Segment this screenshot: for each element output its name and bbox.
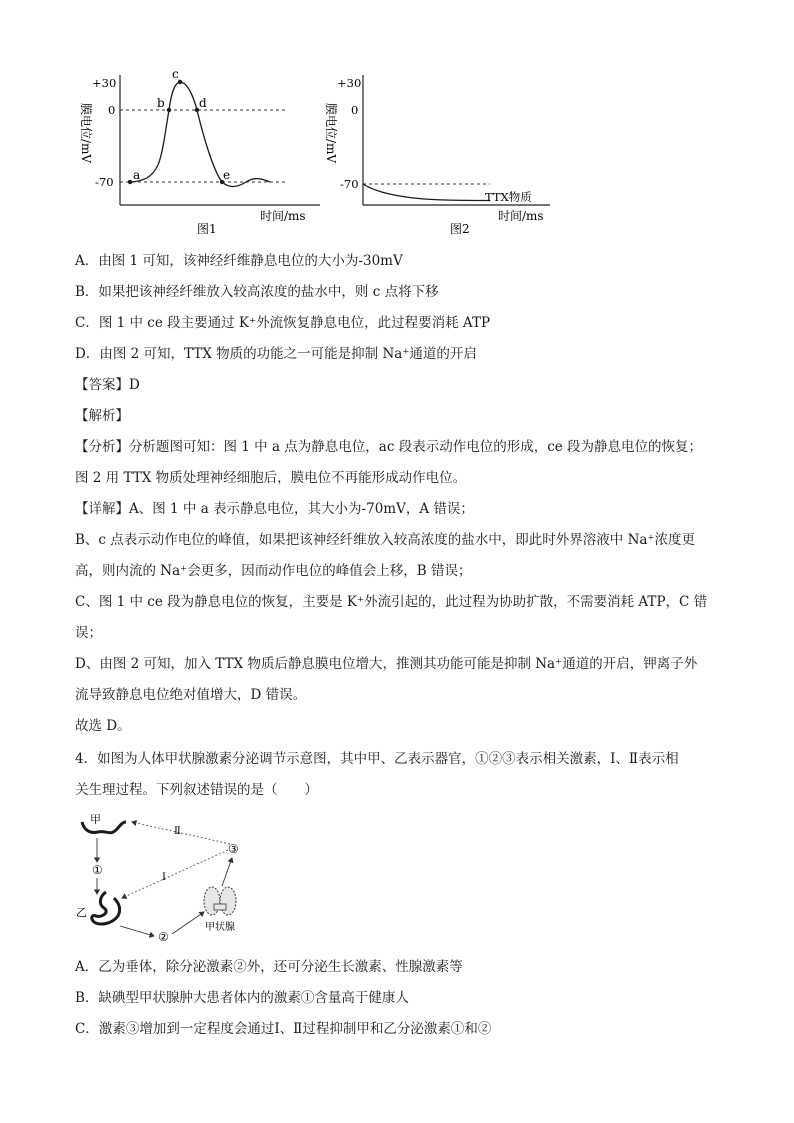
fig2-y-label: 膜电位/mV [324, 103, 338, 164]
fig1-label-d: d [199, 96, 207, 110]
hormone-1-label: ① [92, 863, 103, 877]
fenxi-tag: 【分析】 [75, 439, 129, 455]
q4-thyroid-regulation-diagram [70, 808, 260, 948]
fig1-label-c: c [172, 67, 179, 81]
process-1-label: Ⅰ [162, 872, 166, 883]
process-2-label: Ⅱ [174, 826, 181, 837]
fig2-tick-minus70: -70 [340, 177, 359, 191]
q3-option-c: C．图 1 中 ce 段主要通过 K⁺外流恢复静息电位，此过程要消耗 ATP [75, 315, 491, 331]
yi-organ-shape [92, 892, 120, 924]
arrow-thyroid-to-h3 [222, 858, 232, 886]
xiangjie-tag: 【详解】 [75, 501, 129, 517]
jia-organ-shape [82, 822, 126, 833]
q3-xiangjie-d1: D、由图 2 可知，加入 TTX 物质后静息膜电位增大，推测其功能可能是抑制 Na⁺通道的开启，钾离子外 [75, 656, 698, 672]
figure-2-ttx [315, 65, 560, 240]
fig1-point-a [128, 180, 132, 184]
fig1-caption: 图1 [197, 222, 217, 236]
q3-fenxi-line-2: 图 2 用 TTX 物质处理神经细胞后，膜电位不再能形成动作电位。 [75, 470, 467, 486]
fig2-curve-label: TTX物质 [485, 190, 532, 204]
fig1-y-label: 膜电位/mV [79, 103, 93, 164]
fig2-tick-0: 0 [351, 103, 359, 117]
answer-value: D [129, 377, 140, 393]
q3-option-b: B．如果把该神经纤维放入较高浓度的盐水中，则 c 点将下移 [75, 284, 439, 300]
arrow-yi-to-h2 [120, 926, 154, 936]
q3-analysis-tag: 【解析】 [75, 408, 129, 424]
fig1-tick-0: 0 [108, 103, 116, 117]
fig2-tick-plus30: +30 [337, 76, 362, 90]
fig1-label-b: b [157, 96, 165, 110]
arrow-process-2 [132, 822, 230, 844]
xiangjie-a-text: A、图 1 中 a 表示静息电位，其大小为-70mV，A 错误； [129, 501, 474, 517]
fenxi-text-1: 分析题图可知：图 1 中 a 点为静息电位，ac 段表示动作电位的形成，ce 段为静息电位的恢复； [129, 439, 703, 455]
q4-stem-1: 4．如图为人体甲状腺激素分泌调节示意图，其中甲、乙表示器官，①②③表示相关激素，Ⅰ、Ⅱ表示相 [75, 751, 679, 767]
q3-option-d: D．由图 2 可知，TTX 物质的功能之一可能是抑制 Na⁺通道的开启 [75, 346, 477, 362]
q4-option-b: B．缺碘型甲状腺肿大患者体内的激素①含量高于健康人 [75, 990, 409, 1006]
q3-xiangjie-c1: C、图 1 中 ce 段为静息电位的恢复，主要是 K⁺外流引起的，此过程为协助扩散，不需要消耗 ATP，C 错 [75, 594, 708, 610]
q3-fenxi-line-1 [75, 437, 702, 457]
fig1-point-b [167, 108, 171, 112]
q3-xiangjie-b1: B、c 点表示动作电位的峰值，如果把该神经纤维放入较高浓度的盐水中，即此时外界溶液中 Na⁺浓度更 [75, 532, 696, 548]
q3-answer-line [75, 375, 140, 395]
yi-label: 乙 [76, 906, 87, 919]
fig1-label-a: a [133, 168, 141, 182]
fig2-caption: 图2 [450, 222, 470, 236]
jia-label: 甲 [90, 813, 101, 826]
q4-option-c: C．激素③增加到一定程度会通过Ⅰ、Ⅱ过程抑制甲和乙分泌激素①和② [75, 1021, 492, 1037]
q3-xiangjie-c2: 误； [75, 625, 102, 641]
q3-conclusion: 故选 D。 [75, 718, 131, 734]
fig1-tick-minus70: -70 [95, 175, 114, 189]
thyroid-shape [204, 887, 236, 915]
q3-option-a: A．由图 1 可知，该神经纤维静息电位的大小为-30mV [75, 253, 403, 269]
hormone-2-label: ② [158, 930, 169, 944]
thyroid-label: 甲状腺 [205, 922, 235, 933]
q4-stem-2: 关生理过程。下列叙述错误的是（ ） [75, 782, 318, 798]
fig1-tick-plus30: +30 [92, 76, 117, 90]
q4-option-a: A．乙为垂体，除分泌激素②外，还可分泌生长激素、性腺激素等 [75, 959, 463, 975]
fig2-ttx-curve [363, 184, 490, 201]
q3-xiangjie-a [75, 499, 474, 519]
fig1-label-e: e [223, 168, 231, 182]
hormone-3-label: ③ [228, 842, 239, 856]
q3-xiangjie-d2: 流导致静息电位绝对值增大，D 错误。 [75, 687, 307, 703]
arrow-h2-to-thyroid [172, 912, 204, 934]
q3-xiangjie-b2: 高，则内流的 Na⁺会更多，因而动作电位的峰值会上移，B 错误； [75, 563, 472, 579]
fig2-x-label: 时间/ms [498, 209, 544, 223]
figure-1-action-potential [70, 65, 330, 240]
fig1-x-label: 时间/ms [260, 209, 306, 223]
answer-tag: 【答案】 [75, 377, 129, 393]
